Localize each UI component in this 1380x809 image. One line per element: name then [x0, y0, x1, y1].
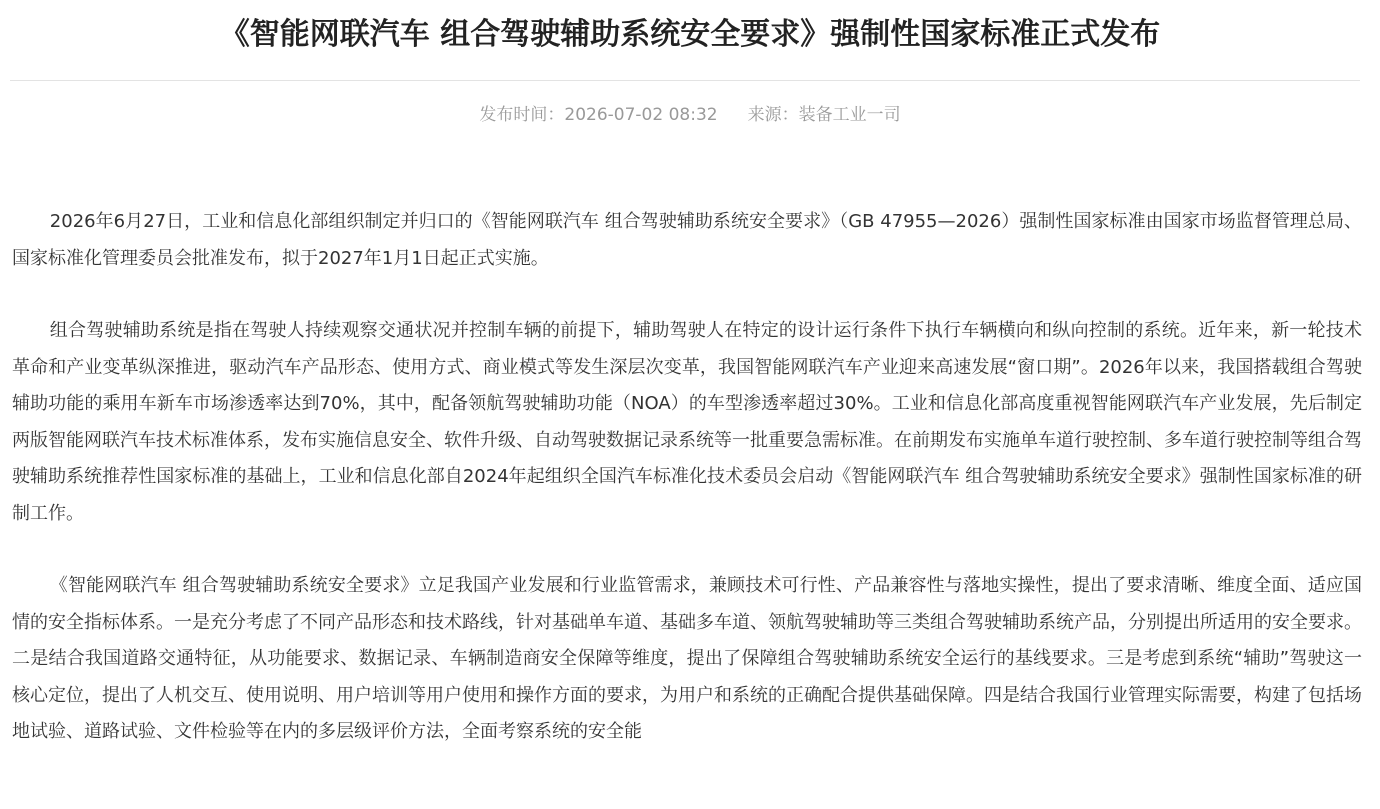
paragraph-1: 2026年6月27日，工业和信息化部组织制定并归口的《智能网联汽车 组合驾驶辅助系统安全要求》（GB 47955—2026）强制性国家标准由国家市场监督管理总局、国家标准化管理委员会批准发布，拟于2027年1月1日起正式实施。 — [12, 211, 1362, 269]
paragraph-3: 《智能网联汽车 组合驾驶辅助系统安全要求》立足我国产业发展和行业监管需求，兼顾技术可行性、产品兼容性与落地实操性，提出了要求清晰、维度全面、适应国情的安全指标体系。一是充分考虑了不同产品形态和技术路线，针对基础单车道、基础多车道、领航驾驶辅助等三类组合驾驶辅助系统产品，分别提出所适用的安全要求。二是结合我国道路交通特征，从功能要求、数据记录、车辆制造商安全保障等维度，提出了保障组合驾驶辅助系统安全运行的基线要求。三是考虑到系统“辅助”驾驶这一核心定位，提出了人机交互、使用说明、用户培训等用户使用和操作方面的要求，为用户和系统的正确配合提供基础保障。四是结合我国行业管理实际需要，构建了包括场地试验、道路试验、文件检验等在内的多层级评价方法，全面考察系统的安全能 — [12, 575, 1362, 742]
article-meta — [0, 102, 1380, 128]
article-body — [12, 204, 1362, 787]
publish-time: 2026-07-02 08:32 — [564, 105, 718, 125]
source-name: 装备工业一司 — [798, 105, 901, 125]
paragraph-2: 组合驾驶辅助系统是指在驾驶人持续观察交通状况并控制车辆的前提下，辅助驾驶人在特定的设计运行条件下执行车辆横向和纵向控制的系统。近年来，新一轮技术革命和产业变革纵深推进，驱动汽车产品形态、使用方式、商业模式等发生深层次变革，我国智能网联汽车产业迎来高速发展“窗口期”。2026年以来，我国搭载组合驾驶辅助功能的乘用车新车市场渗透率达到70%，其中，配备领航驾驶辅助功能（NOA）的车型渗透率超过30%。工业和信息化部高度重视智能网联汽车产业发展，先后制定两版智能网联汽车技术标准体系，发布实施信息安全、软件升级、自动驾驶数据记录系统等一批重要急需标准。在前期发布实施单车道行驶控制、多车道行驶控制等组合驾驶辅助系统推荐性国家标准的基础上，工业和信息化部自2024年起组织全国汽车标准化技术委员会启动《智能网联汽车 组合驾驶辅助系统安全要求》强制性国家标准的研制工作。 — [12, 320, 1362, 524]
title-divider — [10, 80, 1360, 81]
article-title: 《智能网联汽车 组合驾驶辅助系统安全要求》强制性国家标准正式发布 — [219, 17, 1161, 52]
source-label: 来源： — [747, 105, 799, 125]
publish-time-label: 发布时间： — [479, 105, 565, 125]
